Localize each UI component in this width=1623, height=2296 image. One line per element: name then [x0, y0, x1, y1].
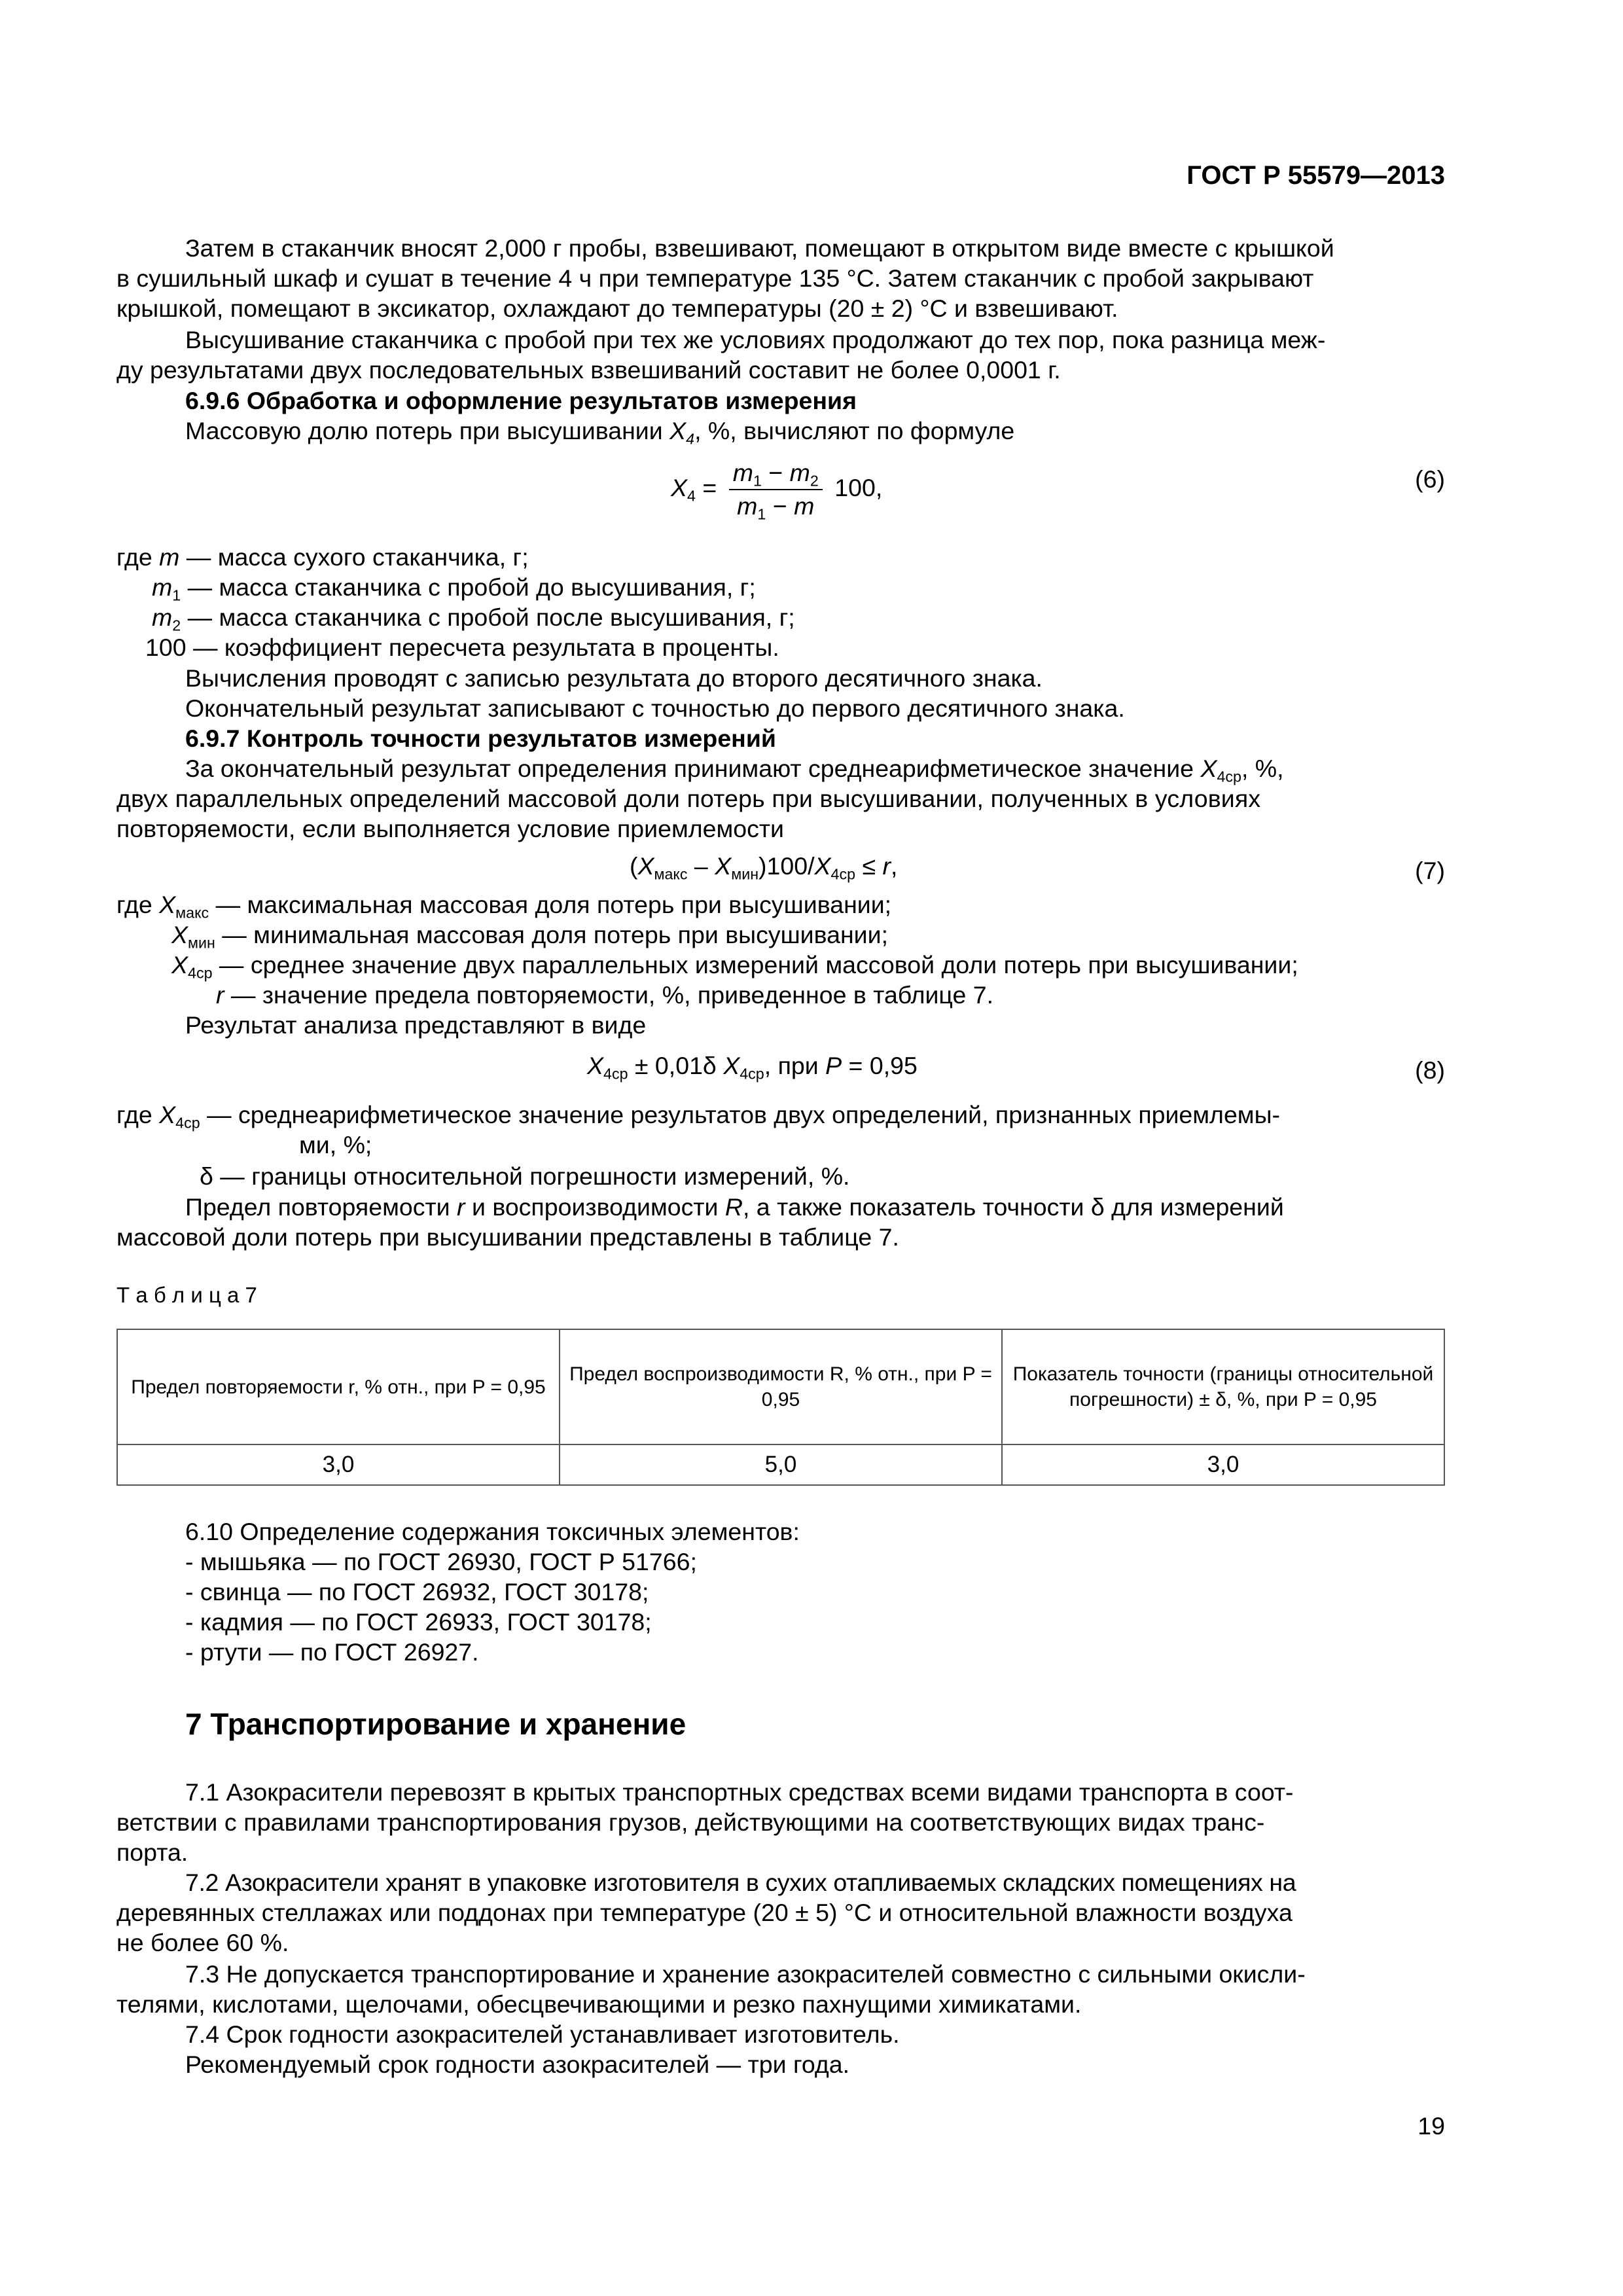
para-72-line2: деревянных стеллажах или поддонах при температуре (20 ± 5) °С и относительной влажности воздуха: [116, 1899, 1293, 1926]
section-697-line3: повторяемости, если выполняется условие приемлемости: [116, 815, 784, 842]
list-item: - свинца — по ГОСТ 26932, ГОСТ 30178;: [185, 1578, 649, 1605]
section-696-heading: 6.9.6 Обработка и оформление результатов измерения: [185, 387, 857, 414]
formula-6: $X_4$ = $\frac{m_1 - m_2}{m_1 - m}$ 100,: [671, 459, 883, 523]
intro-p2-line2: ду результатами двух последовательных взвешиваний составит не более 0,0001 г.: [116, 356, 1061, 384]
where-696-1: где m — масса сухого стаканчика, г;: [116, 543, 529, 571]
where-697-6: δ — границы относительной погрешности измерений, %.: [200, 1162, 850, 1190]
table-row: [117, 1444, 1444, 1485]
where-697-5: где $X_{4ср}$ — среднеарифметическое значение результатов двух определений, признанных приемлемы-: [116, 1101, 1281, 1132]
table-header-accuracy: Показатель точности (границы относительной погрешности) ± δ, %, при P = 0,95: [1002, 1329, 1444, 1444]
where-696-3: $m_2$ — масса стаканчика с пробой после высушивания, г;: [152, 603, 795, 634]
precision-line1: Предел повторяемости r и воспроизводимости R, а также показатель точности δ для измерений: [185, 1193, 1284, 1221]
formula-8: $X_{4ср} \pm 0,01\delta$ $X_{4ср}$, при P = 0,95: [587, 1052, 918, 1083]
formula-8-number: (8): [1415, 1056, 1445, 1084]
table-header-repeatability: Предел повторяемости r, % отн., при P = 0,95: [117, 1329, 560, 1444]
table-cell-accuracy: 3,0: [1002, 1444, 1444, 1485]
intro-p1-line2: в сушильный шкаф и сушат в течение 4 ч при температуре 135 °С. Затем стаканчик с пробой закрывают: [116, 264, 1314, 292]
where-697-3: $X_{4ср}$ — среднее значение двух параллельных измерений массовой доли потерь при высушивании;: [171, 951, 1298, 982]
intro-p1-line1: Затем в стаканчик вносят 2,000 г пробы, взвешивают, помещают в открытом виде вместе с крышкой: [185, 234, 1334, 262]
para-74-recommendation: Рекомендуемый срок годности азокрасителей — три года.: [185, 2051, 850, 2078]
list-item: - ртути — по ГОСТ 26927.: [185, 1638, 479, 1666]
page-number: 19: [1418, 2112, 1445, 2140]
precision-line2: массовой доли потерь при высушивании представлены в таблице 7.: [116, 1223, 899, 1251]
section-7-heading: 7 Транспортирование и хранение: [185, 1707, 687, 1741]
where-697-4: r — значение предела повторяемости, %, приведенное в таблице 7.: [216, 981, 994, 1009]
where-697-5-cont: ми, %;: [299, 1131, 372, 1158]
table-header-reproducibility: Предел воспроизводимости R, % отн., при P = 0,95: [560, 1329, 1002, 1444]
where-696-2: $m_1$ — масса стаканчика с пробой до высушивания, г;: [152, 573, 756, 604]
section-697-line1: За окончательный результат определения принимают среднеарифметическое значение $X_{4ср}$, %,: [185, 755, 1284, 785]
para-71-line1: 7.1 Азокрасители перевозят в крытых транспортных средствах всеми видами транспорта в соот-: [185, 1778, 1294, 1806]
document-id: ГОСТ Р 55579—2013: [1186, 161, 1445, 190]
list-item: - мышьяка — по ГОСТ 26930, ГОСТ Р 51766;: [185, 1548, 697, 1575]
formula-7: $(X_{макс} - X_{мин})100/X_{4ср} \le r$,: [630, 852, 898, 883]
where-697-2: $X_{мин}$ — минимальная массовая доля потерь при высушивании;: [171, 921, 888, 952]
table-cell-reproducibility: 5,0: [560, 1444, 1002, 1485]
calc-note-1: Вычисления проводят с записью результата до второго десятичного знака.: [185, 664, 1043, 692]
calc-note-2: Окончательный результат записывают с точностью до первого десятичного знака.: [185, 694, 1125, 722]
section-696-intro: Массовую долю потерь при высушивании $X_4$, %, вычисляют по формуле: [185, 417, 1015, 448]
para-71-line3: порта.: [116, 1839, 188, 1866]
table-cell-repeatability: 3,0: [117, 1444, 560, 1485]
formula-6-fraction: $\frac{m_1 - m_2}{m_1 - m}$: [729, 458, 823, 521]
section-697-heading: 6.9.7 Контроль точности результатов измерений: [185, 725, 776, 752]
list-item: - кадмия — по ГОСТ 26933, ГОСТ 30178;: [185, 1608, 652, 1636]
table-caption: Т а б л и ц а 7: [116, 1283, 257, 1307]
formula-7-number: (7): [1415, 857, 1445, 884]
formula-6-number: (6): [1415, 465, 1445, 493]
table-header-row: [117, 1329, 1444, 1444]
where-696-4: 100 — коэффициент пересчета результата в проценты.: [145, 634, 779, 661]
table-7: [116, 1329, 1445, 1486]
section-697-line2: двух параллельных определений массовой доли потерь при высушивании, полученных в условиях: [116, 785, 1261, 812]
para-73-line1: 7.3 Не допускается транспортирование и хранение азокрасителей совместно с сильными окисли-: [185, 1960, 1306, 1988]
para-73-line2: телями, кислотами, щелочами, обесцвечивающими и резко пахнущими химикатами.: [116, 1990, 1082, 2018]
para-72-line1: 7.2 Азокрасители хранят в упаковке изготовителя в сухих отапливаемых складских помещениях на: [185, 1869, 1296, 1896]
intro-p2-line1: Высушивание стаканчика с пробой при тех же условиях продолжают до тех пор, пока разница меж-: [185, 326, 1326, 353]
section-610-heading: 6.10 Определение содержания токсичных элементов:: [185, 1518, 800, 1545]
intro-p1-line3: крышкой, помещают в эксикатор, охлаждают до температуры (20 ± 2) °С и взвешивают.: [116, 295, 1118, 322]
para-74: 7.4 Срок годности азокрасителей устанавливает изготовитель.: [185, 2020, 900, 2048]
where-697-1: где $X_{макс}$ — максимальная массовая доля потерь при высушивании;: [116, 891, 892, 922]
para-71-line2: ветствии с правилами транспортирования грузов, действующими на соответствующих видах транс-: [116, 1808, 1265, 1836]
result-intro: Результат анализа представляют в виде: [185, 1011, 647, 1039]
para-72-line3: не более 60 %.: [116, 1929, 289, 1956]
